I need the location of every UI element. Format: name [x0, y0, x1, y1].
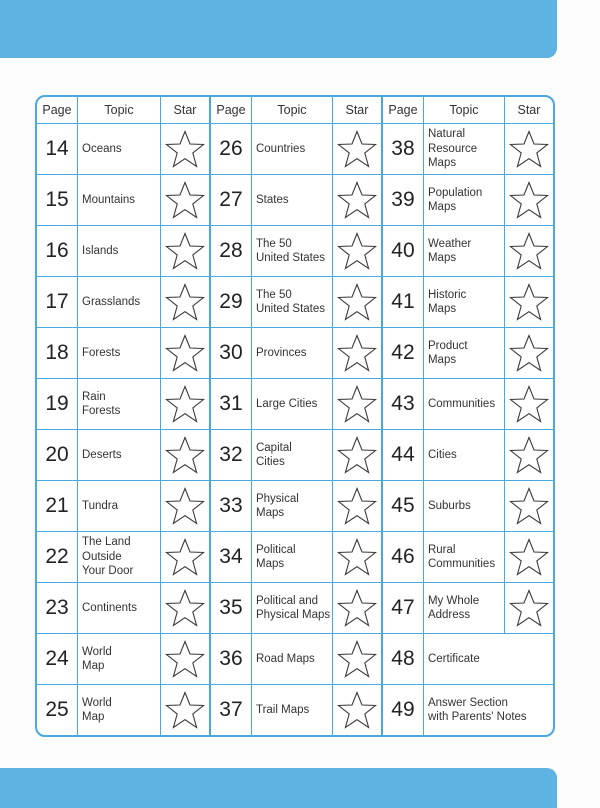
table-row — [37, 379, 209, 430]
top-color-band — [0, 0, 557, 58]
page-number: 38 — [383, 124, 424, 174]
star-icon — [165, 537, 205, 577]
table-row — [383, 583, 553, 634]
star-icon — [165, 486, 205, 526]
table-column-3 — [381, 97, 553, 735]
page-number: 23 — [37, 583, 78, 633]
table-row — [37, 226, 209, 277]
topic-label: Tundra — [78, 481, 161, 531]
table-row — [37, 124, 209, 175]
star-box[interactable] — [333, 430, 381, 480]
table-row — [383, 379, 553, 430]
star-icon — [509, 435, 549, 475]
topic-label: My Whole Address — [424, 583, 505, 633]
star-box[interactable] — [333, 175, 381, 225]
page-number: 37 — [211, 685, 252, 735]
star-icon — [337, 435, 377, 475]
star-icon — [337, 282, 377, 322]
star-box[interactable] — [333, 226, 381, 276]
star-box[interactable] — [161, 124, 209, 174]
table-row — [211, 328, 381, 379]
star-icon — [337, 231, 377, 271]
page-number: 24 — [37, 634, 78, 684]
page-number: 18 — [37, 328, 78, 378]
star-box[interactable] — [161, 685, 209, 735]
star-box[interactable] — [333, 634, 381, 684]
topic-label: Deserts — [78, 430, 161, 480]
star-box[interactable] — [161, 634, 209, 684]
star-icon — [337, 537, 377, 577]
page-number: 19 — [37, 379, 78, 429]
star-box[interactable] — [333, 379, 381, 429]
page-number: 27 — [211, 175, 252, 225]
page-number: 40 — [383, 226, 424, 276]
topic-label: Continents — [78, 583, 161, 633]
star-icon — [165, 231, 205, 271]
table-row — [211, 277, 381, 328]
table-row — [211, 430, 381, 481]
table-row — [37, 277, 209, 328]
topic-label: Grasslands — [78, 277, 161, 327]
star-icon — [509, 282, 549, 322]
topic-label: Oceans — [78, 124, 161, 174]
star-box[interactable] — [161, 175, 209, 225]
table-row — [383, 430, 553, 481]
topic-label: The 50 United States — [252, 277, 333, 327]
header-page: Page — [37, 97, 78, 123]
table-row — [383, 532, 553, 583]
topic-label: Certificate — [427, 652, 480, 665]
header-page: Page — [211, 97, 252, 123]
topic-label: World Map — [78, 685, 161, 735]
star-box[interactable] — [333, 277, 381, 327]
star-box[interactable] — [505, 277, 553, 327]
table-row — [383, 124, 553, 175]
table-row — [211, 685, 381, 735]
table-row — [37, 328, 209, 379]
star-icon — [337, 384, 377, 424]
star-icon — [337, 180, 377, 220]
page-number: 44 — [383, 430, 424, 480]
page-number: 36 — [211, 634, 252, 684]
star-icon — [509, 588, 549, 628]
table-column-2 — [209, 97, 381, 735]
topic-label: Physical Maps — [252, 481, 333, 531]
topic-label: Mountains — [78, 175, 161, 225]
star-box[interactable] — [161, 583, 209, 633]
table-header — [383, 97, 553, 124]
page-number: 33 — [211, 481, 252, 531]
table-row — [211, 634, 381, 685]
topic-label: Political and Physical Maps — [252, 583, 333, 633]
header-star: Star — [345, 103, 369, 117]
star-icon — [165, 435, 205, 475]
page-number: 28 — [211, 226, 252, 276]
table-header — [211, 97, 381, 124]
page-number: 39 — [383, 175, 424, 225]
page-number: 30 — [211, 328, 252, 378]
table-row — [383, 175, 553, 226]
star-icon — [509, 384, 549, 424]
topic-label: Rain Forests — [78, 379, 161, 429]
star-box[interactable] — [505, 532, 553, 582]
page-number: 41 — [383, 277, 424, 327]
topic-label: Political Maps — [252, 532, 333, 582]
topic-label: Large Cities — [252, 379, 333, 429]
star-box[interactable] — [505, 583, 553, 633]
table-column-1 — [37, 97, 209, 735]
topic-label: Population Maps — [424, 175, 505, 225]
page-number: 31 — [211, 379, 252, 429]
table-row — [383, 277, 553, 328]
table-row — [383, 226, 553, 277]
table-row — [211, 226, 381, 277]
topic-label: Natural Resource Maps — [424, 124, 505, 174]
topic-label: Trail Maps — [252, 685, 333, 735]
table-row — [37, 634, 209, 685]
topic-label: Forests — [78, 328, 161, 378]
page-number: 49 — [383, 685, 424, 735]
page-number: 15 — [37, 175, 78, 225]
star-icon — [165, 333, 205, 373]
page-number: 35 — [211, 583, 252, 633]
star-box[interactable] — [333, 481, 381, 531]
table-row — [383, 481, 553, 532]
star-box[interactable] — [161, 226, 209, 276]
star-icon — [165, 180, 205, 220]
table-row — [37, 481, 209, 532]
star-icon — [337, 129, 377, 169]
star-box[interactable] — [505, 328, 553, 378]
topic-label: World Map — [78, 634, 161, 684]
topic-label: Islands — [78, 226, 161, 276]
star-box[interactable] — [161, 379, 209, 429]
topic-label: Provinces — [252, 328, 333, 378]
table-header — [37, 97, 209, 124]
header-star: Star — [517, 103, 541, 117]
star-icon — [337, 333, 377, 373]
page-number: 26 — [211, 124, 252, 174]
star-icon — [337, 690, 377, 730]
table-row — [211, 583, 381, 634]
page-number: 20 — [37, 430, 78, 480]
table-row — [211, 532, 381, 583]
header-page: Page — [383, 97, 424, 123]
star-icon — [165, 639, 205, 679]
page-number: 16 — [37, 226, 78, 276]
star-box[interactable] — [161, 532, 209, 582]
star-icon — [509, 129, 549, 169]
page-number: 45 — [383, 481, 424, 531]
star-box[interactable] — [505, 226, 553, 276]
topic-label: Communities — [424, 379, 505, 429]
star-box[interactable] — [505, 175, 553, 225]
star-box[interactable] — [333, 685, 381, 735]
page-number: 29 — [211, 277, 252, 327]
topic-label: Answer Section with Parents' Notes — [427, 696, 527, 723]
topic-label: Countries — [252, 124, 333, 174]
table-row — [37, 532, 209, 583]
star-box[interactable] — [505, 379, 553, 429]
page-number: 14 — [37, 124, 78, 174]
star-icon — [165, 690, 205, 730]
star-box[interactable] — [161, 328, 209, 378]
topic-label: Historic Maps — [424, 277, 505, 327]
star-box[interactable] — [333, 328, 381, 378]
star-icon — [509, 180, 549, 220]
star-box[interactable] — [333, 532, 381, 582]
header-star: Star — [173, 103, 197, 117]
star-icon — [509, 486, 549, 526]
table-row — [37, 430, 209, 481]
page-number: 17 — [37, 277, 78, 327]
header-topic: Topic — [78, 97, 161, 123]
table-row — [383, 685, 553, 735]
bottom-color-band — [0, 768, 557, 808]
star-icon — [165, 384, 205, 424]
page-number: 48 — [383, 634, 424, 684]
topic-label: Weather Maps — [424, 226, 505, 276]
table-row — [211, 175, 381, 226]
star-icon — [509, 231, 549, 271]
page-number: 46 — [383, 532, 424, 582]
topic-label: Suburbs — [424, 481, 505, 531]
table-row — [37, 685, 209, 735]
star-box[interactable] — [505, 481, 553, 531]
star-icon — [337, 486, 377, 526]
star-icon — [165, 588, 205, 628]
table-row — [211, 124, 381, 175]
topic-label: Rural Communities — [424, 532, 505, 582]
table-row — [211, 379, 381, 430]
star-box[interactable] — [505, 430, 553, 480]
topic-label: Capital Cities — [252, 430, 333, 480]
table-row — [211, 481, 381, 532]
page-number: 32 — [211, 430, 252, 480]
table-row — [37, 583, 209, 634]
header-topic: Topic — [424, 97, 505, 123]
star-box[interactable] — [333, 124, 381, 174]
star-icon — [165, 129, 205, 169]
table-row — [383, 634, 553, 685]
page-number: 43 — [383, 379, 424, 429]
table-row — [383, 328, 553, 379]
page-number: 42 — [383, 328, 424, 378]
star-box[interactable] — [505, 124, 553, 174]
page-number: 47 — [383, 583, 424, 633]
star-box[interactable] — [161, 277, 209, 327]
star-box[interactable] — [333, 583, 381, 633]
topic-label: Cities — [424, 430, 505, 480]
topic-label: Product Maps — [424, 328, 505, 378]
star-box[interactable] — [161, 430, 209, 480]
topic-label: The 50 United States — [252, 226, 333, 276]
page-number: 25 — [37, 685, 78, 735]
topic-label: Road Maps — [252, 634, 333, 684]
page-number: 22 — [37, 532, 78, 582]
star-icon — [509, 333, 549, 373]
table-row — [37, 175, 209, 226]
star-icon — [509, 537, 549, 577]
page-number: 34 — [211, 532, 252, 582]
topic-label: States — [252, 175, 333, 225]
header-topic: Topic — [252, 97, 333, 123]
star-icon — [337, 588, 377, 628]
topic-label: The Land Outside Your Door — [78, 532, 161, 582]
contents-table — [35, 95, 555, 737]
page-number: 21 — [37, 481, 78, 531]
star-icon — [165, 282, 205, 322]
star-icon — [337, 639, 377, 679]
star-box[interactable] — [161, 481, 209, 531]
